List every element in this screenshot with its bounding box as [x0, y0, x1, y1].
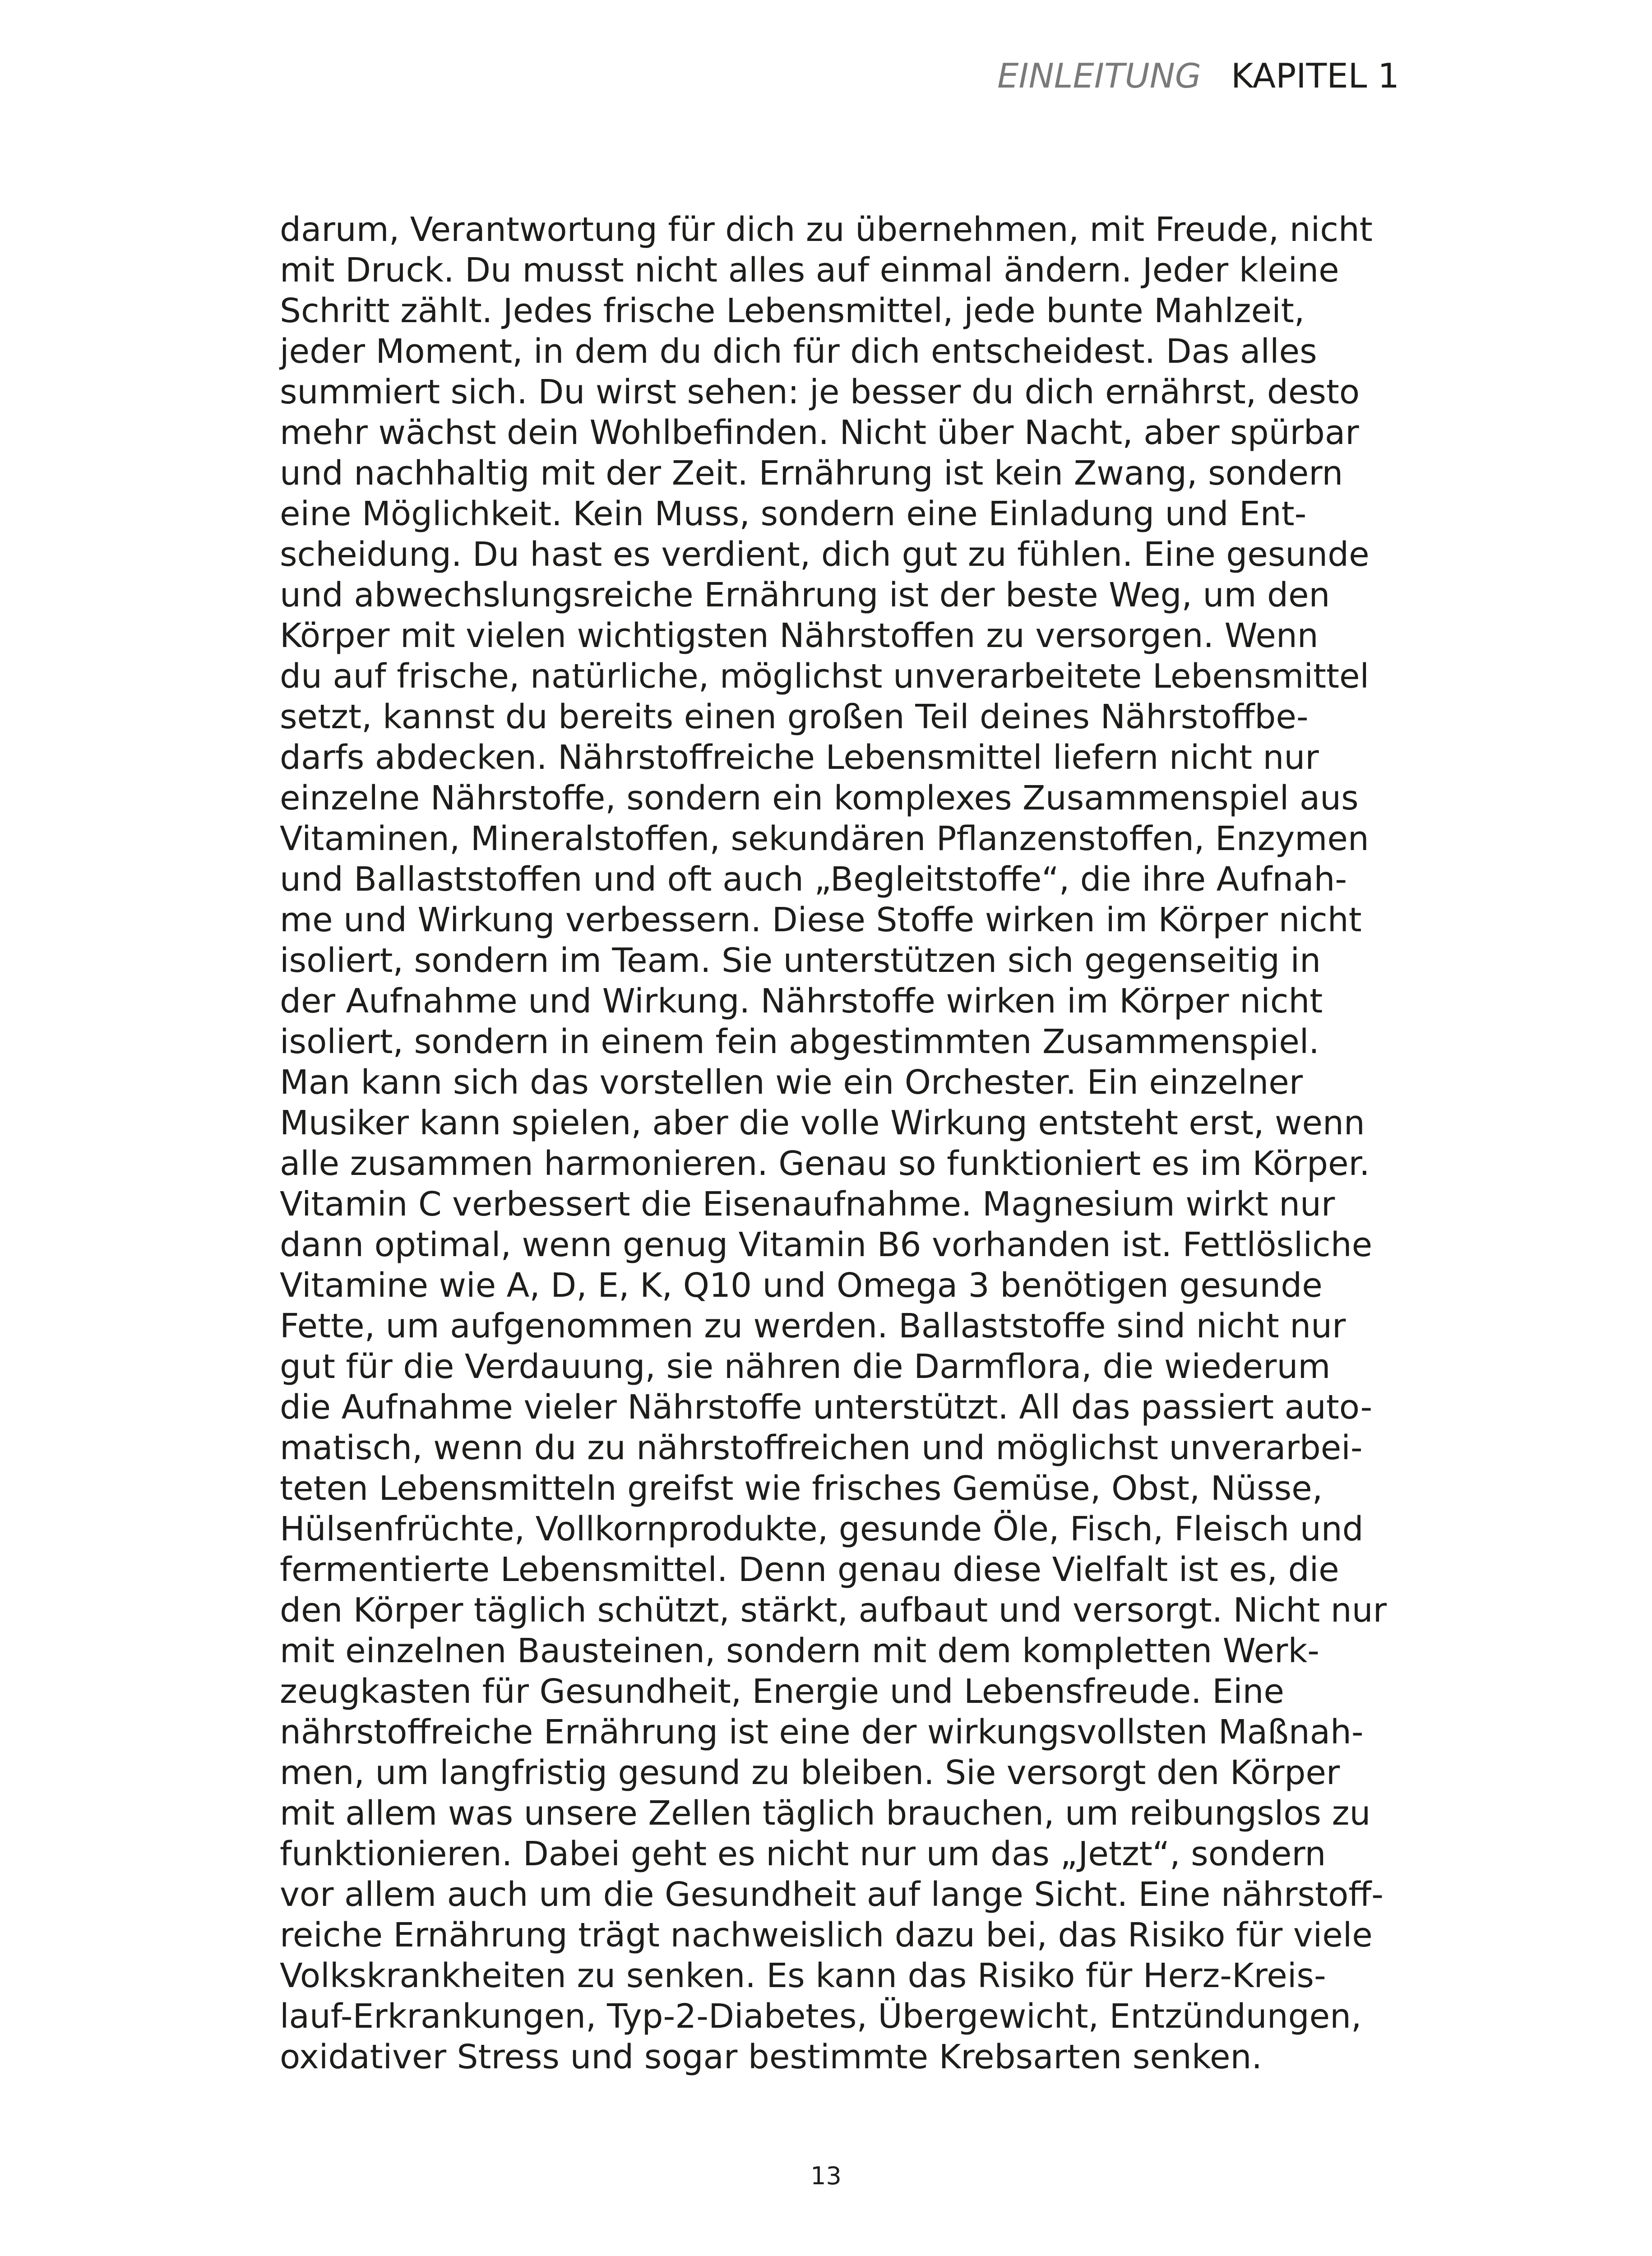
text-line: fermentierte Lebensmittel. Denn genau diese Vielfalt ist es, die — [280, 1550, 1339, 1589]
text-line: einzelne Nährstoffe, sondern ein komplexes Zusammenspiel aus — [280, 779, 1359, 818]
text-line: und abwechslungsreiche Ernährung ist der beste Weg, um den — [280, 576, 1330, 615]
text-line: Man kann sich das vorstellen wie ein Orchester. Ein einzelner — [280, 1063, 1303, 1102]
text-line: alle zusammen harmonieren. Genau so funktioniert es im Körper. — [280, 1144, 1370, 1183]
text-line: Musiker kann spielen, aber die volle Wirkung entsteht erst, wenn — [280, 1104, 1365, 1142]
text-line: Vitamine wie A, D, E, K, Q10 und Omega 3 benötigen gesunde — [280, 1266, 1323, 1305]
text-line: summiert sich. Du wirst sehen: je besser du dich ernährst, desto — [280, 373, 1360, 411]
text-line: mehr wächst dein Wohlbefinden. Nicht über Nacht, aber spürbar — [280, 413, 1359, 452]
text-line: darum, Verantwortung für dich zu übernehmen, mit Freude, nicht — [280, 210, 1373, 249]
text-line: lauf-Erkrankungen, Typ-2-Diabetes, Übergewicht, Entzündungen, — [280, 1997, 1362, 2036]
text-line: matisch, wenn du zu nährstoffreichen und möglichst unverarbei- — [280, 1428, 1363, 1467]
text-line: mit Druck. Du musst nicht alles auf einmal ändern. Jeder kleine — [280, 251, 1339, 290]
text-line: mit allem was unsere Zellen täglich brauchen, um reibungslos zu — [280, 1794, 1371, 1833]
text-line: reiche Ernährung trägt nachweislich dazu bei, das Risiko für viele — [280, 1916, 1373, 1955]
text-line: isoliert, sondern in einem fein abgestimmten Zusammenspiel. — [280, 1022, 1319, 1061]
text-line: Vitaminen, Mineralstoffen, sekundären Pflanzenstoffen, Enzymen — [280, 819, 1369, 858]
text-line: jeder Moment, in dem du dich für dich entscheidest. Das alles — [280, 332, 1317, 371]
text-line: die Aufnahme vieler Nährstoffe unterstützt. All das passiert auto- — [280, 1388, 1373, 1427]
text-line: zeugkasten für Gesundheit, Energie und Lebensfreude. Eine — [280, 1672, 1284, 1711]
text-line: und Ballaststoffen und oft auch „Begleitstoffe“, die ihre Aufnah- — [280, 860, 1347, 899]
chapter-title: KAPITEL 1 — [1231, 56, 1399, 96]
text-line: setzt, kannst du bereits einen großen Teil deines Nährstoffbe- — [280, 698, 1309, 736]
text-line: mit einzelnen Bausteinen, sondern mit dem kompletten Werk- — [280, 1632, 1320, 1670]
body-paragraph — [280, 209, 1408, 2077]
text-line: dann optimal, wenn genug Vitamin B6 vorhanden ist. Fettlösliche — [280, 1225, 1373, 1264]
text-line: nährstoffreiche Ernährung ist eine der wirkungsvollsten Maßnah- — [280, 1713, 1364, 1752]
text-line: scheidung. Du hast es verdient, dich gut zu fühlen. Eine gesunde — [280, 535, 1370, 574]
text-line: darfs abdecken. Nährstoffreiche Lebensmittel liefern nicht nur — [280, 738, 1319, 777]
text-line: der Aufnahme und Wirkung. Nährstoffe wirken im Körper nicht — [280, 982, 1323, 1021]
text-line: Fette, um aufgenommen zu werden. Ballaststoffe sind nicht nur — [280, 1307, 1346, 1345]
page-number: 13 — [810, 2162, 842, 2190]
text-line: Volkskrankheiten zu senken. Es kann das Risiko für Herz-Kreis- — [280, 1956, 1326, 1995]
text-line: und nachhaltig mit der Zeit. Ernährung ist kein Zwang, sondern — [280, 454, 1343, 493]
text-line: den Körper täglich schützt, stärkt, aufbaut und versorgt. Nicht nur — [280, 1591, 1387, 1630]
text-line: eine Möglichkeit. Kein Muss, sondern eine Einladung und Ent- — [280, 495, 1307, 533]
text-line: Vitamin C verbessert die Eisenaufnahme. Magnesium wirkt nur — [280, 1185, 1335, 1224]
text-line: vor allem auch um die Gesundheit auf lange Sicht. Eine nährstoff- — [280, 1875, 1384, 1914]
text-line: Hülsenfrüchte, Vollkornprodukte, gesunde Öle, Fisch, Fleisch und — [280, 1510, 1364, 1549]
section-title: EINLEITUNG — [997, 56, 1201, 96]
text-line: isoliert, sondern im Team. Sie unterstützen sich gegenseitig in — [280, 941, 1321, 980]
running-header — [997, 53, 1399, 98]
text-line: Körper mit vielen wichtigsten Nährstoffen zu versorgen. Wenn — [280, 616, 1319, 655]
text-line: Schritt zählt. Jedes frische Lebensmittel, jede bunte Mahlzeit, — [280, 291, 1305, 330]
text-line: funktionieren. Dabei geht es nicht nur um das „Jetzt“, sondern — [280, 1835, 1326, 1873]
text-line: teten Lebensmitteln greifst wie frisches Gemüse, Obst, Nüsse, — [280, 1469, 1323, 1508]
text-line: du auf frische, natürliche, möglichst unverarbeitete Lebensmittel — [280, 657, 1370, 696]
text-line: me und Wirkung verbessern. Diese Stoffe wirken im Körper nicht — [280, 901, 1362, 939]
text-line: oxidativer Stress und sogar bestimmte Krebsarten senken. — [280, 2038, 1262, 2076]
text-line: gut für die Verdauung, sie nähren die Darmflora, die wiederum — [280, 1347, 1331, 1386]
text-line: men, um langfristig gesund zu bleiben. Sie versorgt den Körper — [280, 1753, 1340, 1792]
